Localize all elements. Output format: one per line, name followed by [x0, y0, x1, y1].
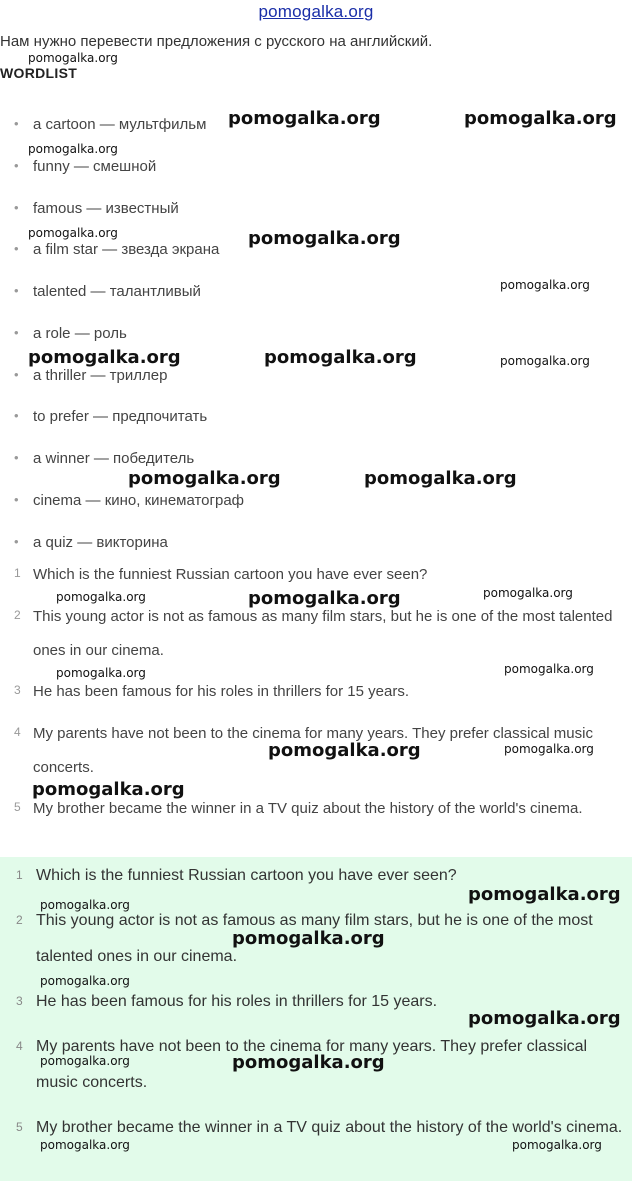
watermark-text: pomogalka.org	[464, 108, 617, 129]
wordlist-item-text: funny — смешной	[33, 158, 157, 175]
bullet-icon: •	[14, 241, 19, 256]
watermark-text: pomogalka.org	[500, 354, 590, 368]
watermark-text: pomogalka.org	[468, 1008, 621, 1029]
watermark-text: pomogalka.org	[56, 666, 146, 680]
bullet-icon: •	[14, 158, 19, 173]
watermark-text: pomogalka.org	[504, 742, 594, 756]
intro-text: Нам нужно перевести предложения с русского на английский.	[0, 33, 433, 50]
watermark-text: pomogalka.org	[128, 468, 281, 489]
watermark-text: pomogalka.org	[56, 590, 146, 604]
wordlist-item-text: to prefer — предпочитать	[33, 408, 208, 425]
watermark-text: pomogalka.org	[268, 740, 421, 761]
task-text: He has been famous for his roles in thrillers for 15 years.	[33, 683, 410, 700]
wordlist-heading: WORDLIST	[0, 65, 78, 81]
wordlist-item-text: a role — роль	[33, 325, 127, 342]
watermark-text: pomogalka.org	[40, 898, 130, 912]
wordlist-item-text: a thriller — триллер	[33, 367, 168, 384]
answer-number: 5	[16, 1120, 23, 1134]
watermark-text: pomogalka.org	[28, 142, 118, 156]
watermark-text: pomogalka.org	[248, 228, 401, 249]
watermark-text: pomogalka.org	[28, 226, 118, 240]
bullet-icon: •	[14, 283, 19, 298]
answer-text: Which is the funniest Russian cartoon you have ever seen?	[36, 867, 457, 884]
wordlist-item-text: a quiz — викторина	[33, 534, 168, 551]
watermark-text: pomogalka.org	[232, 928, 385, 949]
watermark-text: pomogalka.org	[28, 51, 118, 65]
bullet-icon: •	[14, 116, 19, 131]
bullet-icon: •	[14, 367, 19, 382]
answer-text: My brother became the winner in a TV quiz about the history of the world's cinema.	[36, 1119, 623, 1136]
watermark-text: pomogalka.org	[248, 588, 401, 609]
bullet-icon: •	[14, 200, 19, 215]
answer-text: My parents have not been to the cinema for many years. They prefer classical music concerts.	[36, 1038, 588, 1091]
bullet-icon: •	[14, 534, 19, 549]
watermark-text: pomogalka.org	[483, 586, 573, 600]
watermark-text: pomogalka.org	[40, 1054, 130, 1068]
wordlist-item-text: cinema — кино, кинематограф	[33, 492, 245, 509]
watermark-text: pomogalka.org	[264, 347, 417, 368]
watermark-text: pomogalka.org	[512, 1138, 602, 1152]
bullet-icon: •	[14, 325, 19, 340]
task-number: 4	[14, 725, 21, 739]
wordlist-item-text: a winner — победитель	[33, 450, 195, 467]
task-number: 3	[14, 683, 21, 697]
answer-number: 2	[16, 913, 23, 927]
answer-number: 3	[16, 994, 23, 1008]
wordlist-item-text: a film star — звезда экрана	[33, 241, 220, 258]
task-number: 5	[14, 800, 21, 814]
bullet-icon: •	[14, 492, 19, 507]
watermark-text: pomogalka.org	[364, 468, 517, 489]
watermark-text: pomogalka.org	[468, 884, 621, 905]
task-text: My brother became the winner in a TV quiz about the history of the world's cinema.	[33, 800, 583, 817]
watermark-text: pomogalka.org	[232, 1052, 385, 1073]
answer-text: This young actor is not as famous as many film stars, but he is one of the most talented ones in our cinema.	[36, 912, 593, 965]
answer-text: He has been famous for his roles in thrillers for 15 years.	[36, 993, 438, 1010]
wordlist-item-text: talented — талантливый	[33, 283, 201, 300]
answer-number: 1	[16, 868, 23, 882]
site-title-link[interactable]: pomogalka.org	[258, 2, 374, 21]
watermark-text: pomogalka.org	[32, 779, 185, 800]
wordlist-item-text: famous — известный	[33, 200, 179, 217]
task-number: 2	[14, 608, 21, 622]
watermark-text: pomogalka.org	[228, 108, 381, 129]
answer-number: 4	[16, 1039, 23, 1053]
watermark-text: pomogalka.org	[40, 1138, 130, 1152]
watermark-text: pomogalka.org	[40, 974, 130, 988]
task-text: This young actor is not as famous as many film stars, but he is one of the most talented ones in our cinema.	[33, 608, 613, 659]
task-text: Which is the funniest Russian cartoon you have ever seen?	[33, 566, 428, 583]
watermark-text: pomogalka.org	[504, 662, 594, 676]
watermark-text: pomogalka.org	[500, 278, 590, 292]
wordlist-item-text: a cartoon — мультфильм	[33, 116, 207, 133]
task-number: 1	[14, 566, 21, 580]
bullet-icon: •	[14, 450, 19, 465]
task-text: My parents have not been to the cinema for many years. They prefer classical music concerts.	[33, 725, 593, 776]
watermark-text: pomogalka.org	[28, 347, 181, 368]
bullet-icon: •	[14, 408, 19, 423]
